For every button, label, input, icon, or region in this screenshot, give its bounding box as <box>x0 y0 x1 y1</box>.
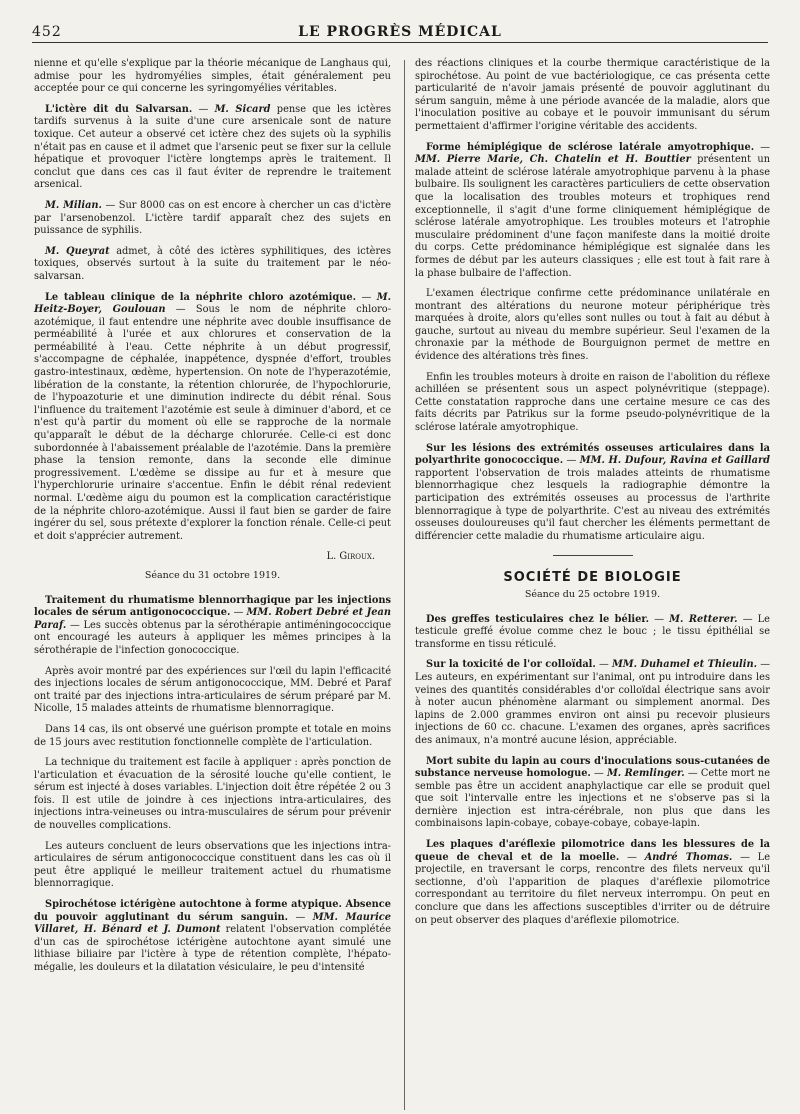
paragraph-lesions: Sur les lésions des extrémités osseuses articulaires dans la polyarthrite gonococcique. — MM. H. Dufour, Ravina et Gaillard rapportent l'observation de trois malades atteints de rhumatisme blennorrhagique chez lesquels la radiographie démontre la participation des extrémités osseuses au processus de l'arthrite blennorragique à type de polyarthrite. C'est au niveau des extrémités osseuses douloureuses qu'il faut chercher les éléments permettant de différencier cette maladie du rhumatisme articulaire aigu. <box>415 442 770 542</box>
section-title: Mort subite du lapin au cours d'inoculations sous-cutanées de substance nerveuse homologue. <box>415 755 770 780</box>
paragraph: Enfin les troubles moteurs à droite en raison de l'abolition du réflexe achilléen se présentent sous un aspect polynévritique (steppage). Cette constatation rapproche dans une certaine mesure ce cas des faits décrits par Patrikus sur la forme pseudo-polynévritique de la sclérose latérale amyotrophique. <box>415 371 770 434</box>
paragraph-text: — Cette mort ne semble pas être un accident anaphylactique car elle se produit quel que soit l'intervalle entre les injections et ne s'observe pas si la dernière injection est intra-cérébrale, non plus que dans les combinaisons lapin-cobaye, cobaye-cobaye, cobaye-lapin. <box>415 768 770 830</box>
paragraph-text: pense que les ictères tardifs survenus à la suite d'une cure arsenicale sont de nature toxique. Cet auteur a observé cet ictère chez des sujets où la syphilis n'était pas en cause et il admet que l'arsenic peut se fixer sur la cellule hépatique et provoquer l'ictère longtemps après le traitement. Il conclut que dans ces cas il faut éviter de reprendre le traitement arsenical. <box>34 103 391 191</box>
section-separator <box>553 555 633 556</box>
paragraph-toxicite: Sur la toxicité de l'or colloïdal. — MM. Duhamel et Thieulin. — Les auteurs, en expérimentant sur l'animal, ont pu introduire dans les veines des quantités considérables d'or colloïdal électrique sans avoir à noter aucun phénomène alarmant ou simplement anormal. Des lapins de 2.000 grammes environ ont ainsi pu recevoir plusieurs injections de 60 cc. chacune. L'examen des organes, après sacrifices des animaux, n'a montré aucune lésion, appréciable. <box>415 659 771 746</box>
society-session-date: Séance du 25 octobre 1919. <box>524 588 661 600</box>
paragraph-hemiplegique: Forme hémiplégique de sclérose latérale amyotrophique. — MM. Pierre Marie, Ch. Chatelin et H. Bouttier présentent un malade atteint de sclérose latérale amyotrophique parvenu à la phase bulbaire. Ils soulignent les caractères particuliers de cette observation que la localisation des troubles moteurs et trophiques rend exceptionnelle, il s'agit d'une forme cliniquement hémiplégique de sclérose latérale amyotrophique. Les troubles moteurs et l'atrophie musculaire prédominent d'une façon manifeste dans la moitié droite du corps. Cette prédominance hémiplégique est signalée dans les formes de début par les auteurs classiques ; elle est tout à fait rare à la phase bulbaire de l'affection. <box>415 141 770 279</box>
paragraph: des réactions cliniques et la courbe thermique caractéristique de la spirochétose. Au point de vue bactériologique, ce cas présenta cette particularité de n'avoir jamais présenté de pouvoir agglutinant du sérum sanguin, même à une période avancée de la maladie, alors que l'inoculation positive au cobaye et le pouvoir immunisant du sérum permettaient d'affirmer l'origine véritable des accidents. <box>415 58 770 132</box>
paragraph: La technique du traitement est facile à appliquer : après ponction de l'articulation et évacuation de la sérosité louche qu'elle contient, le sérum est injecté à doses variables. L'injection doit être répétée 2 ou 3 fois. Il est utile de joindre à ces injections intra-articulaires, des injections intra-veineuses ou intra-musculaires de sérum pour prévenir de nouvelles complications. <box>34 757 391 832</box>
signature: L. Giroux. <box>326 551 375 563</box>
section-title: Les plaques d'aréflexie pilomotrice dans les blessures de la queue de cheval et de la moelle. <box>415 839 770 863</box>
section-title: Traitement du rhumatisme blennorrhagique par les injections locales de sérum antigonococcique. <box>34 594 391 619</box>
author: MM. Maurice Villaret, H. Bénard et J. Dumont <box>34 911 391 936</box>
section-title: L'ictère dit du Salvarsan. <box>45 103 193 115</box>
paragraph: L'examen électrique confirme cette prédominance unilatérale en montrant des altérations du neurone moteur périphérique très marquées à droite, alors qu'elles sont nulles ou tout à fait au début à gauche, surtout au niveau du membre supérieur. Seul l'examen de la chronaxie par la méthode de Bourguignon permet de mettre en évidence des altérations très fines. <box>415 288 770 363</box>
section-title: Le tableau clinique de la néphrite chloro azotémique. <box>45 291 357 303</box>
paragraph-text: — Le testicule greffé évolue comme chez le bouc ; le tissu épithélial se transforme en tissu réticulé. <box>415 613 770 650</box>
paragraph-greffes: Des greffes testiculaires chez le bélier. — M. Retterer. — Le testicule greffé évolue comme chez le bouc ; le tissu épithélial se transforme en tissu réticulé. <box>415 613 770 650</box>
paragraph-text: admet, à côté des ictères syphilitiques, des ictères toxiques, observés surtout à la suite du traitement par le néo-salvarsan. <box>34 245 391 282</box>
page-header <box>32 24 768 40</box>
paragraph-text: — Les succès obtenus par la sérothérapie antiméningococcique ont encouragé les auteurs à appliquer les mêmes principes à la sérothérapie de l'infection gonococcique. <box>34 619 391 656</box>
column-divider <box>404 60 405 1110</box>
author: M. Queyrat <box>45 245 110 257</box>
paragraph-rhumatisme: Traitement du rhumatisme blennorrhagique par les injections locales de sérum antigonococcique. — MM. Robert Debré et Jean Paraf. — Les succès obtenus par la sérothérapie antiméningococcique ont encouragé les auteurs à appliquer les mêmes principes à la sérothérapie de l'infection gonococcique. <box>34 594 391 656</box>
section-title: Des greffes testiculaires chez le bélier. <box>426 613 650 625</box>
author: André Thomas. <box>644 851 733 863</box>
author: MM. Pierre Marie, Ch. Chatelin et H. Bouttier <box>415 154 691 166</box>
section-title: Sur les lésions des extrémités osseuses articulaires dans la polyarthrite gonococcique. <box>415 442 770 467</box>
paragraph-plaques: Les plaques d'aréflexie pilomotrice dans les blessures de la queue de cheval et de la moelle. — André Thomas. — Le projectile, en traversant le corps, rencontre des filets nerveux qu'il sectionne, d'où l'apparition de plaques d'aréflexie pilomotrice correspondant au territoire du filet nerveux interrompu. On peut en conclure que dans les affections susceptibles d'irriter ou de détruire on peut observer des plaques d'aréflexie pilomotrice. <box>415 839 770 926</box>
author: MM. H. Dufour, Ravina et Gaillard <box>579 455 770 467</box>
paragraph-mort: Mort subite du lapin au cours d'inoculations sous-cutanées de substance nerveuse homologue. — M. Remlinger. — Cette mort ne semble pas être un accident anaphylactique car elle se produit quel que soit l'intervalle entre les injections et ne s'observe pas si la dernière injection est intra-cérébrale, non plus que dans les combinaisons lapin-cobaye, cobaye-cobaye, cobaye-lapin. <box>415 755 770 830</box>
paragraph-text: — Le projectile, en traversant le corps, rencontre des filets nerveux qu'il sectionne, d'où l'apparition de plaques d'aréflexie pilomotrice correspondant au territoire du filet nerveux interrompu. On peut en conclure que dans les affections susceptibles d'irriter ou de détruire on peut observer des plaques d'aréflexie pilomotrice. <box>415 851 770 926</box>
author: M. Milian. <box>45 199 102 211</box>
paragraph-text: — Sous le nom de néphrite chloro-azotémique, il faut entendre une néphrite avec double insuffisance de perméabilité à l'urée et aux chlorures et conservation de la perméabilité à l'eau. Cette néphrite à un début progressif, s'accompagne de céphalée, inappétence, dyspnée d'effort, troubles gastro-intestinaux, œdème, hypertension. On note de l'hyperazotémie, libération de la constante, la rétention chlorurée, de l'hypochlorurie, de l'hypoazoturie et une diminution indirecte du débit rénal. Sous l'influence du traitement l'azotémie est seule à diminuer d'abord, et ce n'est qu'à partir du moment où elle se rapproche de la normale qu'apparaît le début de la décharge chlorurée. Celle-ci est donc subordonnée à l'abaissement préalable de l'azotémie. Dans la première phase la tension remonte, dans la seconde elle diminue progressivement. L'œdème se dissipe au fur et à mesure que l'hyperchlorurie urinaire s'accentue. Enfin le débit rénal redevient normal. L'œdème aigu du poumon est la complication caractéristique de la néphrite chloro-azotémique. Aussi il faut bien se garder de faire ingérer du sel, sous prétexte d'explorer la fonction rénale. Celle-ci peut et doit s'apprécier autrement. <box>34 304 391 542</box>
author: MM. Duhamel et Thieulin. <box>611 659 758 671</box>
paragraph: Dans 14 cas, ils ont observé une guérison prompte et totale en moins de 15 jours avec restitution fonctionnelle complète de l'articulation. <box>34 723 391 748</box>
paragraph-milian <box>34 200 391 238</box>
paragraph-text: — Les auteurs, en expérimentant sur l'animal, ont pu introduire dans les veines des quantités considérables d'or colloïdal électrique sans avoir à noter aucun phénomène alarmant ou simplement anormal. Des lapins de 2.000 grammes environ ont ainsi pu recevoir plusieurs injections de 60 cc. chacune. L'examen des organes, après sacrifices des animaux, n'a montré aucune lésion, appréciable. <box>415 659 771 746</box>
session-date: Séance du 31 octobre 1919. <box>144 569 281 581</box>
paragraph-text: relatent l'observation complétée d'un cas de spirochétose ictérigène autochtone ayant simulé une lithiase biliaire par l'ictère à type de rétention complète, l'hépato-mégalie, les douleurs et la dilatation vésiculaire, le peu d'intensité <box>34 924 391 973</box>
paragraph: Les auteurs concluent de leurs observations que les injections intra-articulaires de sérum antigonococcique constituent dans les cas où il peut être appliqué le meilleur traitement actuel du rhumatisme blennorragique. <box>34 840 391 890</box>
society-title: SOCIÉTÉ DE BIOLOGIE <box>503 570 682 586</box>
paragraph-spiro: Spirochétose ictérigène autochtone à forme atypique. Absence du pouvoir agglutinant du sérum sanguin. — MM. Maurice Villaret, H. Bénard et J. Dumont relatent l'observation complétée d'un cas de spirochétose ictérigène autochtone ayant simulé une lithiase biliaire par l'ictère à type de rétention complète, l'hépato-mégalie, les douleurs et la dilatation vésiculaire, le peu d'intensité <box>34 899 391 973</box>
author: M. Remlinger. <box>606 768 685 780</box>
author: MM. Robert Debré et Jean Paraf. <box>34 607 391 631</box>
section-title: Forme hémiplégique de sclérose latérale amyotrophique. <box>426 141 755 153</box>
right-column <box>415 58 770 935</box>
section-title: Spirochétose ictérigène autochtone à forme atypique. Absence du pouvoir agglutinant du sérum sanguin. <box>34 899 391 923</box>
paragraph-text: rapportent l'observation de trois malades atteints de rhumatisme blennorrhagique chez lesquels la radiographie démontre la participation des extrémités osseuses au processus de l'arthrite blennorragique à type de polyarthrite. C'est au niveau des extrémités osseuses douloureuses qu'il faut chercher les éléments permettant de différencier cette maladie du rhumatisme articulaire aigu. <box>415 467 770 542</box>
left-column <box>34 58 391 983</box>
page-number: 452 <box>32 24 62 40</box>
author: M. Heitz-Boyer, Goulouan <box>34 291 391 316</box>
paragraph-icterus: L'ictère dit du Salvarsan. — M. Sicard pense que les ictères tardifs survenus à la suite d'une cure arsenicale sont de nature toxique. Cet auteur a observé cet ictère chez des sujets où la syphilis n'était pas en cause et il admet que l'arsenic peut se fixer sur la cellule hépatique et provoquer l'ictère longtemps après le traitement. Il conclut que dans ces cas il faut éviter de reprendre le traitement arsenical. <box>34 103 391 191</box>
author: M. Sicard <box>214 103 271 115</box>
paragraph-text: — Sur 8000 cas on est encore à chercher un cas d'ictère par l'arsenobenzol. L'ictère tardif apparaît chez des sujets en puissance de syphilis. <box>34 199 392 237</box>
author: M. Retterer. <box>669 613 738 625</box>
header-rule <box>32 42 768 43</box>
paragraph: Après avoir montré par des expériences sur l'œil du lapin l'efficacité des injections locales de sérum antigonococcique, MM. Debré et Paraf ont traité par des injections intra-articulaires de sérum préparé par M. Nicolle, 15 malades atteints de rhumatisme blennorragique. <box>34 665 391 715</box>
paragraph: nienne et qu'elle s'explique par la théorie mécanique de Langhaus qui, admise pour les hydromyélies simples, était généralement peu acceptée pour ce qui concerne les syringomyélies véritables. <box>34 58 391 95</box>
paragraph-nephrite: Le tableau clinique de la néphrite chloro azotémique. — M. Heitz-Boyer, Goulouan — Sous le nom de néphrite chloro-azotémique, il faut entendre une néphrite avec double insuffisance de perméabilité à l'urée et aux chlorures et conservation de la perméabilité à l'eau. Cette néphrite à un début progressif, s'accompagne de céphalée, inappétence, dyspnée d'effort, troubles gastro-intestinaux, œdème, hypertension. On note de l'hyperazotémie, libération de la constante, la rétention chlorurée, de l'hypochlorurie, de l'hypoazoturie et une diminution indirecte du débit rénal. Sous l'influence du traitement l'azotémie est seule à diminuer d'abord, et ce n'est qu'à partir du moment où elle se rapproche de la normale qu'apparaît le début de la décharge chlorurée. Celle-ci est donc subordonnée à l'abaissement préalable de l'azotémie. Dans la première phase la tension remonte, dans la seconde elle diminue progressivement. L'œdème se dissipe au fur et à mesure que l'hyperchlorurie urinaire s'accentue. Enfin le débit rénal redevient normal. L'œdème aigu du poumon est la complication caractéristique de la néphrite chloro-azotémique. Aussi il faut bien se garder de faire ingérer du sel, sous prétexte d'explorer la fonction rénale. Celle-ci peut et doit s'apprécier autrement. <box>34 291 391 542</box>
paragraph-queyrat <box>34 246 391 284</box>
paragraph-text: présentent un malade atteint de sclérose latérale amyotrophique parvenu à la phase bulbaire. Ils soulignent les caractères particuliers de cette observation que la localisation des troubles moteurs et trophiques rend exceptionnelle, il s'agit d'une forme cliniquement hémiplégique de sclérose latérale amyotrophique. Les troubles moteurs et l'atrophie musculaire prédominent d'une façon manifeste dans la moitié droite du corps. Cette prédominance hémiplégique est signalée dans les formes de début par les auteurs classiques ; elle est tout à fait rare à la phase bulbaire de l'affection. <box>415 154 770 279</box>
section-title: Sur la toxicité de l'or colloïdal. <box>426 659 596 671</box>
journal-title: LE PROGRÈS MÉDICAL <box>298 24 502 40</box>
